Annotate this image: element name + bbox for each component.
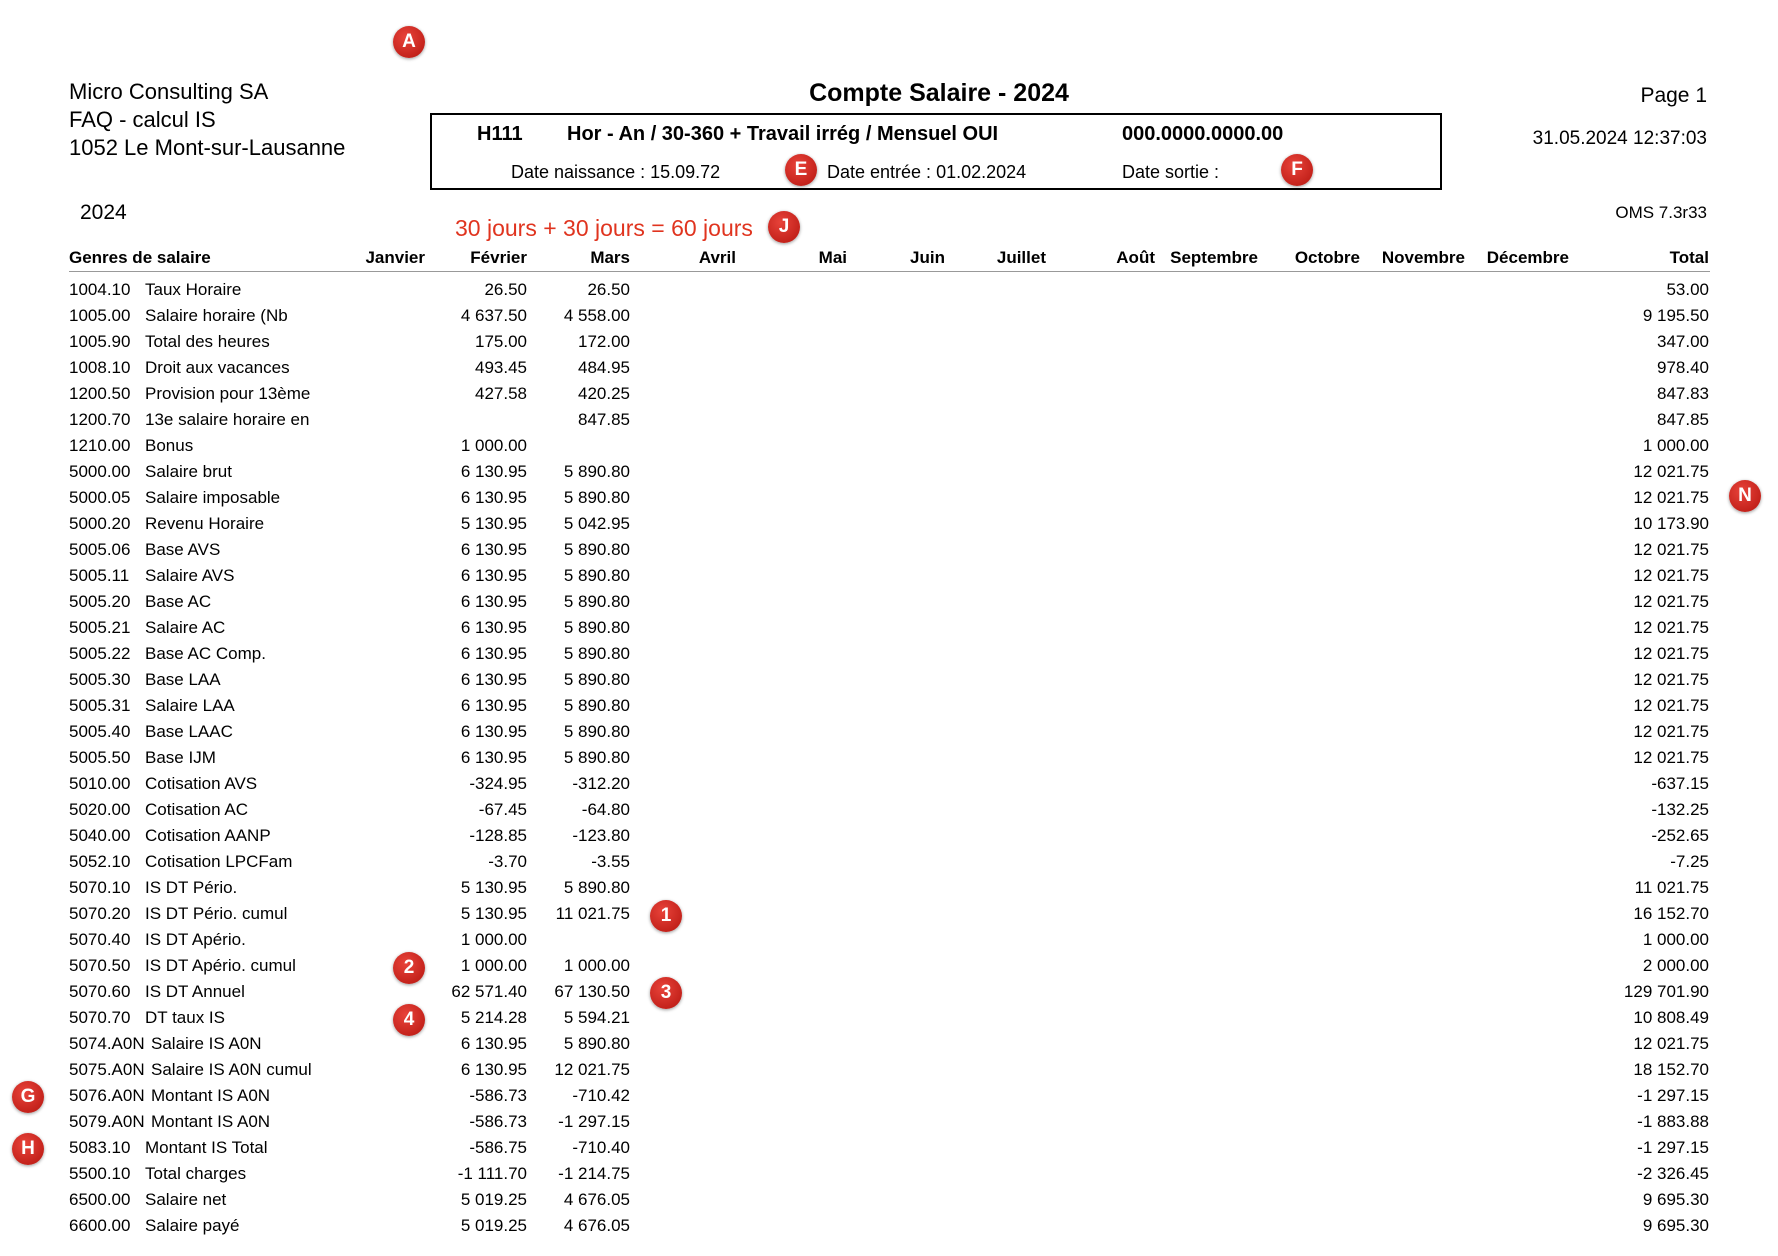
row-code: 5070.60 — [69, 982, 131, 1001]
row-code: 5070.20 — [69, 904, 131, 923]
row-code: 5079.A0N — [69, 1112, 145, 1131]
row-code: 1200.70 — [69, 410, 131, 429]
row-label: Cotisation AVS — [145, 774, 258, 793]
row-code: 5005.22 — [69, 644, 131, 663]
table-row — [0, 458, 1778, 484]
table-row — [0, 822, 1778, 848]
table-row — [0, 536, 1778, 562]
row-label: DT taux IS — [145, 1008, 225, 1027]
cell-total: 12 021.75 — [1633, 722, 1709, 741]
avs-number: 000.0000.0000.00 — [1122, 123, 1284, 145]
cell-february: 62 571.40 — [451, 982, 527, 1001]
marker-3: 3 — [650, 977, 682, 1009]
table-header — [0, 244, 1778, 272]
cell-march: -3.55 — [591, 852, 630, 871]
cell-february: 6 130.95 — [460, 462, 527, 481]
cell-total: 9 695.30 — [1642, 1190, 1709, 1209]
table-row — [0, 1004, 1778, 1030]
marker-h: H — [12, 1133, 44, 1165]
cell-february: -586.73 — [469, 1112, 527, 1131]
row-code: 5070.40 — [69, 930, 131, 949]
row-code: 5000.05 — [69, 488, 131, 507]
cell-march: 5 890.80 — [563, 592, 630, 611]
row-label: Provision pour 13ème — [145, 384, 311, 403]
row-label: Salaire payé — [145, 1216, 240, 1235]
row-label: Salaire imposable — [145, 488, 281, 507]
table-row — [0, 588, 1778, 614]
cell-february: 26.50 — [484, 280, 527, 299]
cell-february: 5 130.95 — [460, 514, 527, 533]
cell-february: 6 130.95 — [460, 670, 527, 689]
row-label: Cotisation LPCFam — [145, 852, 293, 871]
cell-total: 18 152.70 — [1633, 1060, 1709, 1079]
cell-march: -710.40 — [572, 1138, 630, 1157]
cell-february: 5 019.25 — [460, 1190, 527, 1209]
cell-total: 12 021.75 — [1633, 488, 1709, 507]
row-label: Cotisation AC — [145, 800, 248, 819]
row-code: 6500.00 — [69, 1190, 131, 1209]
table-row — [0, 562, 1778, 588]
company-address: 1052 Le Mont-sur-Lausanne — [69, 135, 346, 160]
row-code: 5005.50 — [69, 748, 131, 767]
row-code: 5000.20 — [69, 514, 131, 533]
cell-total: 12 021.75 — [1633, 462, 1709, 481]
row-label: Bonus — [145, 436, 194, 455]
col-janvier: Janvier — [365, 248, 425, 267]
cell-february: 6 130.95 — [460, 748, 527, 767]
cell-february: 427.58 — [475, 384, 527, 403]
cell-total: -637.15 — [1651, 774, 1709, 793]
row-label: Revenu Horaire — [145, 514, 265, 533]
cell-february: 175.00 — [475, 332, 527, 351]
cell-february: 5 130.95 — [460, 904, 527, 923]
cell-march: 5 890.80 — [563, 644, 630, 663]
cell-march: -1 297.15 — [558, 1112, 630, 1131]
cell-march: 11 021.75 — [555, 904, 630, 923]
row-label: Base AC — [145, 592, 212, 611]
table-row — [0, 510, 1778, 536]
row-code: 5005.40 — [69, 722, 131, 741]
table-row — [0, 276, 1778, 302]
row-code: 5075.A0N — [69, 1060, 145, 1079]
table-row — [0, 1030, 1778, 1056]
table-row — [0, 380, 1778, 406]
cell-total: 847.85 — [1657, 410, 1709, 429]
cell-march: 5 890.80 — [563, 462, 630, 481]
cell-total: 9 195.50 — [1642, 306, 1709, 325]
cell-february: 6 130.95 — [460, 1060, 527, 1079]
cell-february: 5 019.25 — [460, 1216, 527, 1235]
row-label: Salaire AVS — [145, 566, 235, 585]
col-octobre: Octobre — [1294, 248, 1360, 267]
cell-total: 12 021.75 — [1633, 644, 1709, 663]
row-code: 5005.31 — [69, 696, 131, 715]
cell-march: 5 890.80 — [563, 670, 630, 689]
table-row — [0, 432, 1778, 458]
row-code: 5020.00 — [69, 800, 131, 819]
row-label: IS DT Apério. cumul — [145, 956, 296, 975]
cell-february: 5 214.28 — [460, 1008, 527, 1027]
cell-march: -710.42 — [572, 1086, 630, 1105]
col-total: Total — [1669, 248, 1709, 267]
cell-total: -1 883.88 — [1637, 1112, 1709, 1131]
row-code: 5000.00 — [69, 462, 131, 481]
row-label: IS DT Pério. cumul — [145, 904, 288, 923]
cell-march: 5 890.80 — [563, 1034, 630, 1053]
cell-total: 12 021.75 — [1633, 748, 1709, 767]
cell-march: 172.00 — [578, 332, 630, 351]
cell-february: -128.85 — [469, 826, 527, 845]
table-row — [0, 1082, 1778, 1108]
table-row — [0, 328, 1778, 354]
cell-total: -132.25 — [1651, 800, 1709, 819]
row-label: IS DT Pério. — [145, 878, 238, 897]
table-row — [0, 1212, 1778, 1238]
row-code: 5076.A0N — [69, 1086, 145, 1105]
table-row — [0, 1186, 1778, 1212]
cell-total: 12 021.75 — [1633, 670, 1709, 689]
cell-total: -2 326.45 — [1637, 1164, 1709, 1183]
col-mai: Mai — [818, 248, 847, 267]
table-row — [0, 900, 1778, 926]
row-label: Salaire brut — [145, 462, 232, 481]
cell-total: 11 021.75 — [1634, 878, 1709, 897]
cell-february: -586.73 — [469, 1086, 527, 1105]
col-fevrier: Février — [470, 248, 527, 267]
cell-february: 6 130.95 — [460, 722, 527, 741]
row-code: 6600.00 — [69, 1216, 131, 1235]
cell-february: 6 130.95 — [460, 592, 527, 611]
marker-j: J — [768, 211, 800, 243]
cell-total: -7.25 — [1670, 852, 1709, 871]
row-label: Base IJM — [145, 748, 216, 767]
table-row — [0, 848, 1778, 874]
cell-total: 1 000.00 — [1642, 436, 1709, 455]
table-row — [0, 1056, 1778, 1082]
col-juin: Juin — [910, 248, 945, 267]
row-code: 1210.00 — [69, 436, 131, 455]
report-title: Compte Salaire - 2024 — [809, 79, 1069, 107]
row-label: IS DT Apério. — [145, 930, 246, 949]
company-name: Micro Consulting SA — [69, 79, 269, 104]
cell-february: 493.45 — [475, 358, 527, 377]
row-code: 5010.00 — [69, 774, 131, 793]
row-code: 5005.20 — [69, 592, 131, 611]
cell-total: 9 695.30 — [1642, 1216, 1709, 1235]
row-label: Salaire LAA — [145, 696, 235, 715]
table-row — [0, 302, 1778, 328]
cell-march: 4 676.05 — [563, 1216, 630, 1235]
row-label: Droit aux vacances — [145, 358, 290, 377]
cell-march: 12 021.75 — [554, 1060, 630, 1079]
table-row — [0, 1160, 1778, 1186]
cell-total: 347.00 — [1657, 332, 1709, 351]
cell-february: -1 111.70 — [457, 1164, 527, 1183]
marker-a: A — [393, 26, 425, 58]
row-label: Montant IS A0N — [151, 1112, 271, 1131]
row-code: 5005.21 — [69, 618, 131, 637]
table-row — [0, 952, 1778, 978]
cell-total: -252.65 — [1651, 826, 1709, 845]
cell-march: 5 890.80 — [563, 488, 630, 507]
row-code: 5005.06 — [69, 540, 131, 559]
cell-total: 10 173.90 — [1633, 514, 1709, 533]
cell-february: 1 000.00 — [460, 436, 527, 455]
cell-march: 1 000.00 — [563, 956, 630, 975]
row-code: 5074.A0N — [69, 1034, 145, 1053]
birth-date: Date naissance : 15.09.72 — [511, 162, 721, 182]
table-row — [0, 614, 1778, 640]
cell-march: -1 214.75 — [558, 1164, 630, 1183]
cell-march: 4 676.05 — [563, 1190, 630, 1209]
row-code: 1005.90 — [69, 332, 131, 351]
table-row — [0, 718, 1778, 744]
row-code: 5052.10 — [69, 852, 131, 871]
cell-february: -586.75 — [469, 1138, 527, 1157]
col-juillet: Juillet — [996, 248, 1046, 267]
row-code: 1005.00 — [69, 306, 131, 325]
employee-description: Hor - An / 30-360 + Travail irrég / Mensuel OUI — [567, 123, 999, 145]
row-label: Base LAA — [145, 670, 221, 689]
row-code: 5500.10 — [69, 1164, 131, 1183]
cell-total: -1 297.15 — [1637, 1138, 1709, 1157]
row-label: Salaire AC — [145, 618, 226, 637]
table-row — [0, 1134, 1778, 1160]
cell-february: 6 130.95 — [460, 1034, 527, 1053]
row-code: 5005.30 — [69, 670, 131, 689]
marker-e: E — [785, 154, 817, 186]
row-label: Base LAAC — [145, 722, 233, 741]
cell-february: 5 130.95 — [460, 878, 527, 897]
col-aout: Août — [1116, 248, 1155, 267]
row-label: Total des heures — [145, 332, 270, 351]
table-row — [0, 874, 1778, 900]
cell-march: 5 890.80 — [563, 696, 630, 715]
company-subtitle: FAQ - calcul IS — [69, 107, 216, 132]
table-row — [0, 354, 1778, 380]
table-row — [0, 406, 1778, 432]
cell-total: 2 000.00 — [1642, 956, 1709, 975]
row-label: Base AC Comp. — [145, 644, 266, 663]
row-label: Salaire IS A0N — [151, 1034, 262, 1053]
row-label: Cotisation AANP — [145, 826, 271, 845]
row-label: Total charges — [145, 1164, 247, 1183]
row-label: Salaire IS A0N cumul — [151, 1060, 312, 1079]
table-row — [0, 666, 1778, 692]
table-row — [0, 692, 1778, 718]
table-row — [0, 978, 1778, 1004]
row-code: 5070.70 — [69, 1008, 131, 1027]
employee-code: H111 — [477, 123, 523, 145]
cell-total: 12 021.75 — [1633, 1034, 1709, 1053]
row-code: 1004.10 — [69, 280, 131, 299]
table-row — [0, 1108, 1778, 1134]
cell-february: -67.45 — [478, 800, 527, 819]
cell-february: 1 000.00 — [460, 930, 527, 949]
cell-february: 6 130.95 — [460, 644, 527, 663]
entry-date: Date entrée : 01.02.2024 — [827, 162, 1027, 182]
cell-total: 12 021.75 — [1633, 566, 1709, 585]
cell-february: -3.70 — [488, 852, 527, 871]
cell-total: -1 297.15 — [1637, 1086, 1709, 1105]
header-divider — [69, 271, 1710, 272]
cell-march: -123.80 — [572, 826, 630, 845]
cell-march: 484.95 — [578, 358, 630, 377]
cell-march: 5 890.80 — [563, 878, 630, 897]
table-row — [0, 744, 1778, 770]
cell-march: 26.50 — [587, 280, 630, 299]
cell-total: 978.40 — [1657, 358, 1709, 377]
row-label: Salaire horaire (Nb — [145, 306, 288, 325]
cell-february: 6 130.95 — [460, 618, 527, 637]
cell-march: 5 890.80 — [563, 618, 630, 637]
cell-total: 12 021.75 — [1633, 618, 1709, 637]
software-version: OMS 7.3r33 — [1615, 203, 1707, 222]
cell-march: 5 890.80 — [563, 748, 630, 767]
cell-march: 5 890.80 — [563, 540, 630, 559]
row-label: IS DT Annuel — [145, 982, 245, 1001]
cell-total: 12 021.75 — [1633, 592, 1709, 611]
marker-n: N — [1729, 480, 1761, 512]
cell-march: 5 594.21 — [563, 1008, 630, 1027]
cell-february: -324.95 — [469, 774, 527, 793]
cell-total: 129 701.90 — [1623, 982, 1709, 1001]
row-label: Montant IS Total — [145, 1138, 268, 1157]
row-label: Base AVS — [145, 540, 221, 559]
col-genre: Genres de salaire — [69, 248, 211, 267]
cell-march: 420.25 — [578, 384, 630, 403]
row-code: 1200.50 — [69, 384, 131, 403]
col-septembre: Septembre — [1170, 248, 1258, 267]
col-avril: Avril — [698, 248, 736, 267]
cell-total: 16 152.70 — [1633, 904, 1709, 923]
cell-march: 5 890.80 — [563, 566, 630, 585]
marker-f: F — [1281, 154, 1313, 186]
cell-total: 53.00 — [1666, 280, 1709, 299]
cell-february: 4 637.50 — [460, 306, 527, 325]
table-row — [0, 640, 1778, 666]
marker-2: 2 — [393, 952, 425, 984]
row-code: 5005.11 — [69, 566, 130, 585]
cell-february: 6 130.95 — [460, 696, 527, 715]
salary-table-body — [0, 276, 1778, 1238]
marker-1: 1 — [650, 900, 682, 932]
cell-march: 5 042.95 — [563, 514, 630, 533]
cell-total: 10 808.49 — [1633, 1008, 1709, 1027]
cell-february: 6 130.95 — [460, 488, 527, 507]
table-row — [0, 484, 1778, 510]
table-row — [0, 796, 1778, 822]
row-code: 1008.10 — [69, 358, 131, 377]
marker-4: 4 — [393, 1004, 425, 1036]
cell-total: 12 021.75 — [1633, 696, 1709, 715]
table-row — [0, 926, 1778, 952]
cell-march: 5 890.80 — [563, 722, 630, 741]
table-row — [0, 770, 1778, 796]
cell-february: 6 130.95 — [460, 566, 527, 585]
cell-march: 67 130.50 — [554, 982, 630, 1001]
exit-date: Date sortie : — [1122, 162, 1220, 182]
cell-total: 1 000.00 — [1642, 930, 1709, 949]
page-number: Page 1 — [1640, 84, 1707, 107]
cell-march: -64.80 — [581, 800, 630, 819]
row-code: 5083.10 — [69, 1138, 131, 1157]
row-label: Taux Horaire — [145, 280, 242, 299]
print-datetime: 31.05.2024 12:37:03 — [1532, 128, 1707, 149]
cell-march: -312.20 — [572, 774, 630, 793]
cell-february: 6 130.95 — [460, 540, 527, 559]
row-code: 5070.10 — [69, 878, 131, 897]
row-label: Montant IS A0N — [151, 1086, 271, 1105]
row-code: 5070.50 — [69, 956, 131, 975]
annotation-note: 30 jours + 30 jours = 60 jours — [455, 215, 753, 241]
row-label: Salaire net — [145, 1190, 227, 1209]
col-mars: Mars — [590, 248, 630, 267]
row-code: 5040.00 — [69, 826, 131, 845]
cell-total: 847.83 — [1657, 384, 1709, 403]
cell-march: 4 558.00 — [563, 306, 630, 325]
cell-total: 12 021.75 — [1633, 540, 1709, 559]
col-decembre: Décembre — [1486, 248, 1569, 267]
marker-g: G — [12, 1081, 44, 1113]
col-novembre: Novembre — [1381, 248, 1465, 267]
cell-march: 847.85 — [578, 410, 630, 429]
report-year: 2024 — [80, 201, 127, 224]
row-label: 13e salaire horaire en — [145, 410, 310, 429]
cell-february: 1 000.00 — [460, 956, 527, 975]
